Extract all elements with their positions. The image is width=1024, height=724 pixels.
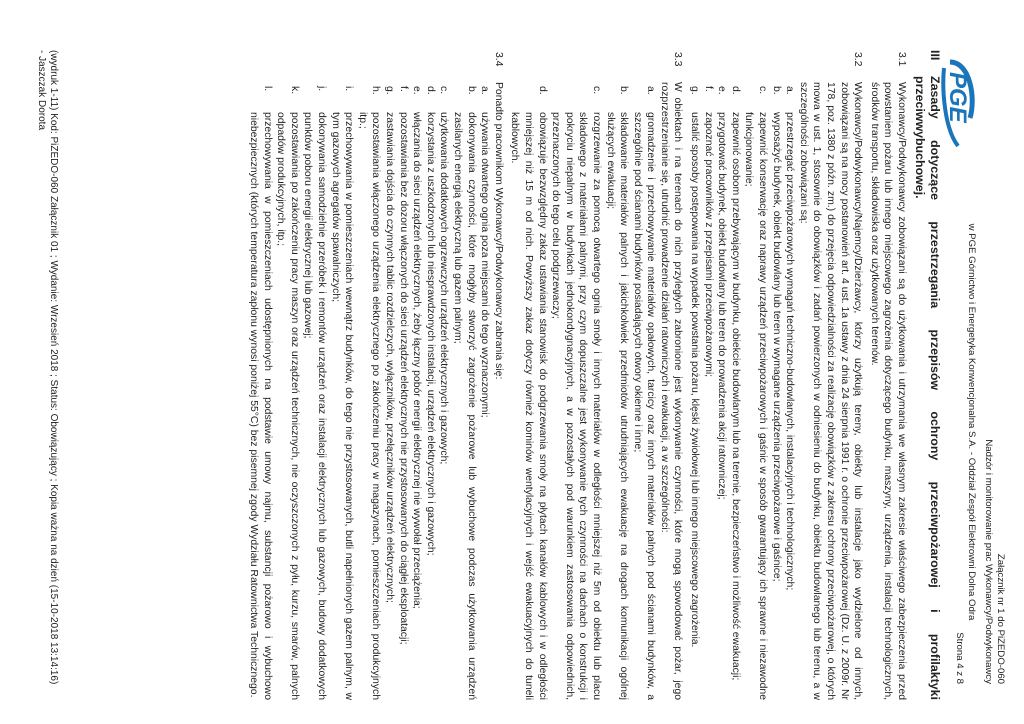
list-item (630, 82, 657, 700)
list-item-text: wyposażyć budynek, obiekt budowlany lub teren w wymagane urządzenia przeciwpożarowe i gaśnice; (770, 112, 782, 582)
paragraph-number: 3.2 (852, 52, 864, 67)
section-number: III (928, 50, 942, 61)
paragraph-number: 3.1 (896, 52, 907, 67)
list-item-letter: a. (479, 86, 491, 95)
list-item (603, 82, 630, 700)
list-item-text: używania otwartego ognia poza miejscami do tego wyznaczonymi; (479, 112, 491, 418)
list-item-letter: d. (536, 86, 548, 95)
section-heading (912, 50, 942, 700)
list-item-letter: k. (288, 86, 300, 95)
list-item (382, 82, 396, 700)
header-line: Nadzór i monitorowanie prac Wykonawcy/Podwykonawcy (983, 439, 995, 684)
list-item-text: korzystania z uszkodzonych lub niesprawdzonych instalacji, urządzeń elektrycznych i gazowych; (424, 112, 436, 556)
list-item-letter: f. (702, 86, 714, 92)
paragraph-body (247, 82, 505, 700)
list-item-text: dokonywania czynności, które mogłyby stworzyć zagrożenie pożarowe lub wybuchowe podczas użytkowania urządzeń zasilanych energią elektryczną lub gazem palnym; (452, 112, 477, 700)
list-item-text: rozgrzewanie za pomocą otwartego ognia smoły i innych materiałów w odległości mniejszej niż 5m od obiektu lub placu składowego z materiałami palnymi, przy czym dopuszczalne jest wykonywanie tych czynności na dachach o konstrukcji i pokryciu niepalnym w budynkach jednokondygnacyjnych, a w pozostałych pod warunkiem zastosowania odpowiednich, przeznaczonych do tego celu podgrzewaczy; (550, 112, 602, 700)
paragraph-number: 3.3 (672, 52, 684, 67)
list-item-text: dokonywania samodzielnie przeróbek i remontów urządzeń oraz instalacji elektrycznych lub gazowych, budowy dodatkowych punktów poboru energii elektrycznej lub gazowej; (302, 112, 328, 700)
list-item (355, 82, 382, 700)
item-list (508, 82, 658, 700)
list-item-text: użytkowania dodatkowych ogrzewczych urządzeń elektrycznych i gazowych; (438, 112, 450, 465)
paragraph-body (508, 82, 685, 700)
list-item (274, 82, 301, 700)
paragraph-3-2 (688, 50, 865, 700)
header-document-info (983, 304, 1006, 684)
list-item-letter: c. (438, 86, 450, 95)
list-item-text: pozostawiania włączonego urządzenia elektrycznego po zakończeniu pracy w magazynach, pomieszczeniach produkcyjnych itp.; (356, 112, 382, 700)
list-item-letter: g. (689, 86, 701, 95)
list-item-text: gromadzenie i przechowywanie materiałów opałowych, tarcicy oraz innych materiałów palnych pod ścianami budynków, a szczególnie pod ścianami budynków posiadających otwory okienne i inne; (631, 112, 657, 700)
paragraph-text: W obiektach i na terenach do nich przyległych zabronione jest wykonywanie czynności, które mogą spowodować pożar, jego rozprzestrzenianie się, utrudnić prowadzenie działań ratowniczych i ewakuacji, a w szczególności: (658, 82, 684, 700)
list-item-text: pozostawiania bez dozoru włączonych do sieci urządzeń elektrycznych nie przystosowanych do ciągłej eksploatacji; (397, 112, 409, 645)
list-item-letter: e. (716, 86, 728, 95)
header-subtitle: w PGE Górnictwo i Energetyka Konwencjonalna S.A. - Oddział Zespół Elektrowni Dolna Odra (966, 223, 977, 621)
paragraph-number: 3.4 (492, 52, 504, 67)
item-list (688, 82, 797, 700)
list-item-letter: g. (384, 86, 396, 95)
list-item (437, 82, 451, 700)
list-item-text: zapewnić konserwację oraz naprawy urządzeń przeciwpożarowych i gaśnic w sposób gwarantujący ich sprawne i niezawodne funkcjonowanie; (743, 112, 769, 700)
list-item-letter: a. (645, 86, 657, 95)
list-item-letter: b. (770, 86, 782, 95)
list-item-text: obowiązuje bezwzględny zakaz ustawiania stanowisk do podgrzewania smoły na płytach kanałów kablowych i w odległości mniejszej niż 15 m od nich. Powyższy zakaz dotyczy również kominów wentylacyjnych i wejść ewakuacyjnych do tuneli kablowych. (509, 112, 548, 700)
pge-logo (940, 58, 980, 154)
paragraph-3-4 (247, 50, 505, 700)
list-item-letter: e. (411, 86, 423, 95)
paragraph-text: Ponadto pracownikom Wykonawcy/Podwykonawcy zabrania się: (492, 82, 504, 380)
list-item (410, 82, 424, 700)
header-line: Załącznik nr 1 do PiZEDO-060 (995, 553, 1006, 684)
list-item-text: przechowywania w pomieszczeniach wewnątrz budynków, do tego nie przystosowanych, butli napełnionych gazem palnym, w tym gazowych agregatów spawalniczych; (329, 112, 355, 700)
list-item-text: przygotować budynek, obiekt budowlany lub teren do prowadzenia akcji ratowniczej; (716, 112, 728, 500)
list-item-text: ustalić sposoby postępowania na wypadek powstania pożaru, klęski żywiołowej lub innego miejscowego zagrożenia. (689, 112, 701, 648)
list-item (701, 82, 715, 700)
list-item (301, 82, 328, 700)
list-item (688, 82, 702, 700)
list-item-letter: d. (729, 86, 741, 95)
list-item-letter: c. (590, 86, 602, 95)
list-item (783, 82, 797, 700)
list-item (728, 82, 742, 700)
list-item (450, 82, 477, 700)
list-item-letter: l. (261, 86, 273, 92)
list-item-letter: h. (370, 86, 382, 95)
list-item (769, 82, 783, 700)
paragraph-3-1 (867, 50, 908, 700)
list-item-text: przestrzegać przeciwpożarowych wymagań techniczno-budowlanych, instalacyjnych i technologicznych; (784, 112, 796, 591)
list-item-letter: j. (316, 86, 328, 92)
list-item-letter: b. (618, 86, 630, 95)
logo-wordmark: PGE (944, 72, 971, 123)
paragraph-list (247, 50, 909, 700)
list-item-letter: b. (465, 86, 477, 95)
paragraph-text: Wykonawcy/Podwykonawcy zobowiązani są do użytkowania i utrzymania we własnym zakresie właściwego zabezpieczenia przed powstaniem pożaru lub innego miejscowego zagrożenia dotyczącego budynku, maszyny, urządzenia, instalacji technologicznych, środków transportu, składowiska oraz użytkowanych terenów. (868, 82, 907, 700)
list-item-letter: c. (757, 86, 769, 95)
list-item (549, 82, 603, 700)
item-list (247, 82, 492, 700)
paragraph-3-3 (508, 50, 685, 700)
list-item (328, 82, 355, 700)
paragraph-body (688, 82, 865, 700)
list-item-text: przechowywania w pomieszczeniach udostępnionych na podstawie umowy najmu, substancji pożarowo i wybuchowo niebezpiecznych (których temperatura zapłonu wynosi poniżej 55°C) bez pisemnej zgody Wydziału Ratownictwa Technicznego. (248, 112, 273, 700)
list-item-letter: d. (424, 86, 436, 95)
list-item (742, 82, 769, 700)
document-footer: (wydruk 1-11) Kod: PiZEDO-060 Załącznik 01 ; Wydanie: Wrzesień 2018 ; Status: Obowiązujący ; Kopia ważna na dzień (15-10-2018 13:14:16) - Jaszczak Dorota (35, 50, 60, 685)
list-item-text: pozostawiania po zakończeniu pracy maszyn oraz urządzeń technicznych, nie oczyszczonych z pyłu, kurzu, smarów, palnych odpadów produkcyjnych, itp.; (275, 112, 300, 700)
list-item-letter: i. (343, 86, 355, 92)
list-item (396, 82, 410, 700)
list-item-letter: f. (397, 86, 409, 92)
list-item-letter: a. (784, 86, 796, 95)
list-item (715, 82, 729, 700)
list-item (423, 82, 437, 700)
section-title: Zasady dotyczące przestrzegania przepisów ochrony przeciwpożarowej i profilaktyki przeciwwybuchowej. (913, 76, 942, 700)
document-body (247, 50, 943, 700)
list-item-text: włączania do sieci urządzeń elektrycznych, żeby łączny pobór energii elektrycznej nie wywołał przeciążenia; (411, 112, 423, 609)
page-number: Strona 4 z 8 (954, 632, 965, 684)
list-item-text: składowanie materiałów palnych i jakichkolwiek przedmiotów utrudniających ewakuację na drogach komunikacji ogólnej służących ewakuacji; (604, 112, 630, 700)
list-item-text: zapewnić osobom przebywającym w budynku, obiekcie budowlanym lub na terenie, bezpieczeństwo i możliwość ewakuacji; (729, 112, 741, 681)
list-item (508, 82, 549, 700)
list-item (247, 82, 274, 700)
list-item-text: zapoznać pracowników z przepisami przeciwpożarowymi; (702, 112, 714, 378)
list-item (478, 82, 492, 700)
paragraph-text: Wykonawcy/Podwykonawcy/Najemcy/Dzierżawcy, którzy użytkują tereny, obiekty lub instalacje jako wydzielone od innych, zobowiązani są na mocy postanowień art. 4 ust. 1a ustawy z dnia 24 sierpnia 1991 r. o ochronie przeciwpożarowej (Dz. U. z 2009r. Nr 178, poz. 1380 z późn. zm.) do przejęcia odpowiedzialności za realizację obowiązków z zakresu ochrony przeciwpożarowej, o których mowa w ust. 1, stosownie do obowiązków i zadań powierzonych w odniesieniu do budynku, obiektu budowlanego lub terenu, a w szczególności zobowiązani są: (797, 82, 864, 700)
list-item-text: zastawiania dojścia do czynnych tablic rozdzielczych, wyłączników, przełączników urządzeń elektrycznych; (384, 112, 396, 603)
paragraph-body (867, 82, 908, 700)
